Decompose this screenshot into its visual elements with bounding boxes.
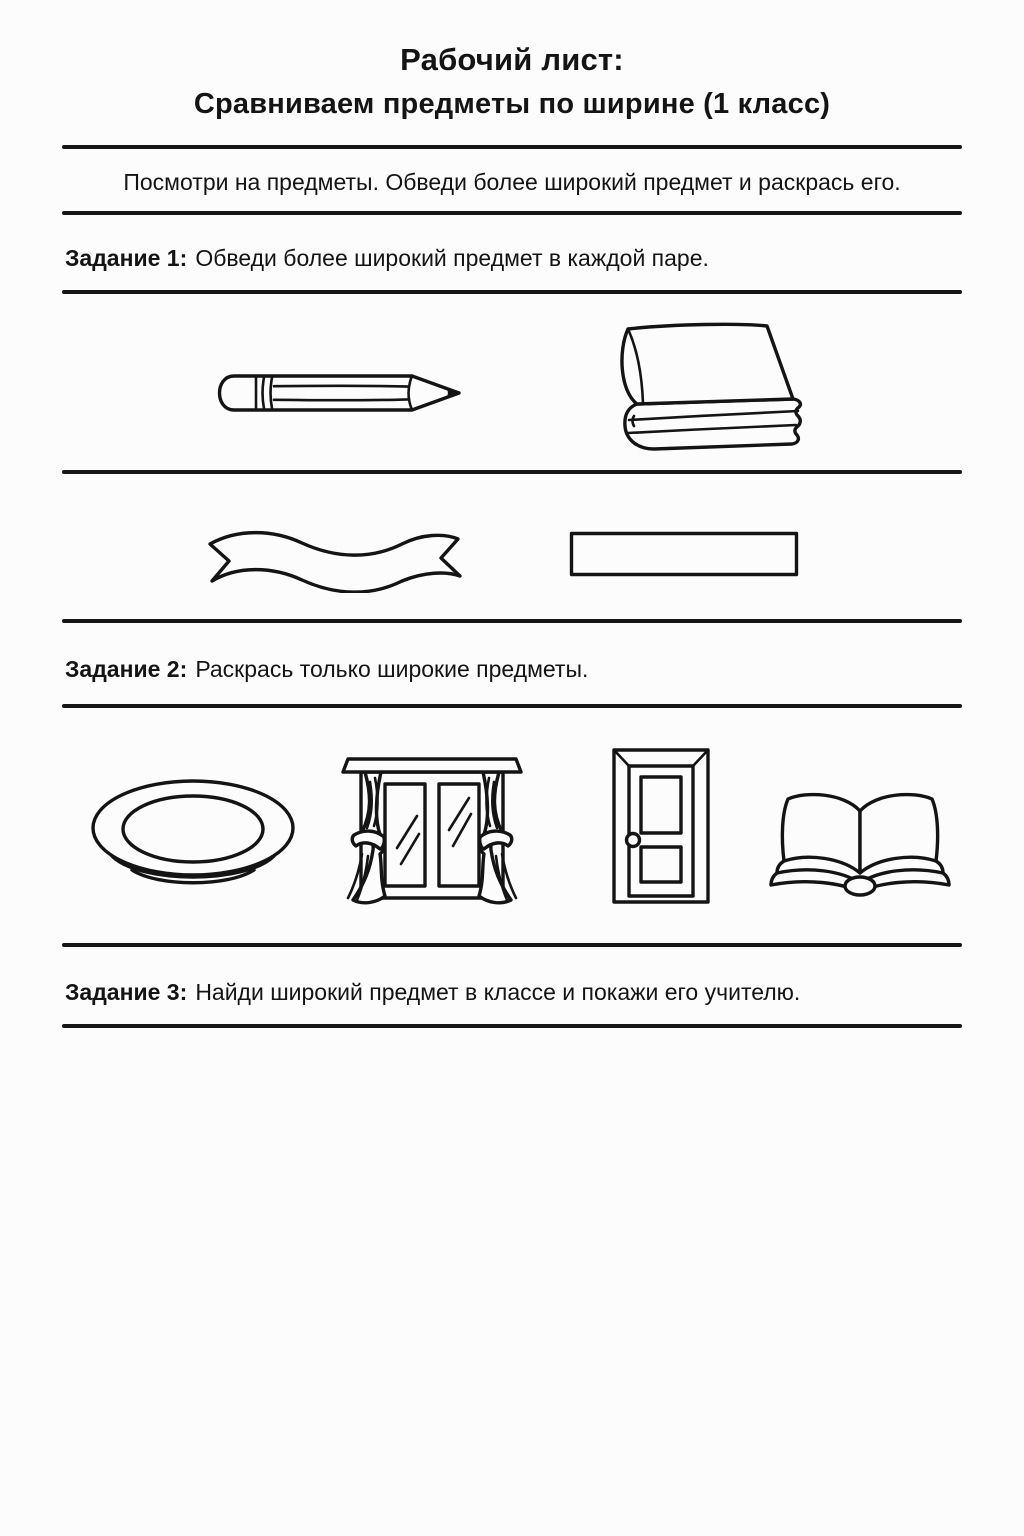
divider: [62, 943, 962, 947]
task1-line: [65, 245, 984, 272]
wavy-ribbon-drawing: [202, 527, 467, 593]
divider: [62, 619, 962, 623]
task3-text: Найди широкий предмет в классе и покажи его учителю.: [195, 979, 801, 1005]
task1-text: Обведи более широкий предмет в каждой паре.: [195, 245, 709, 271]
rectangle-figure: [569, 531, 799, 577]
wavy-ribbon-figure: [202, 527, 467, 593]
rectangle-drawing: [569, 531, 799, 577]
window-with-curtains-drawing: [341, 750, 523, 906]
window-figure: [341, 750, 523, 906]
closed-book-drawing: [612, 321, 807, 451]
divider: [62, 470, 962, 474]
door-drawing: [602, 744, 720, 908]
task3-label: Задание 3:: [65, 979, 188, 1005]
divider: [62, 704, 962, 708]
open-book-figure: [764, 785, 956, 899]
task2-line: [65, 656, 984, 683]
task3-line: [65, 979, 984, 1006]
plate-drawing: [88, 778, 298, 893]
page-title: Рабочий лист:: [400, 42, 624, 77]
task1-label: Задание 1:: [65, 245, 188, 271]
divider: [62, 145, 962, 149]
page-subtitle: Сравниваем предметы по ширине (1 класс): [193, 88, 831, 120]
divider: [62, 211, 962, 215]
open-book-drawing: [764, 785, 956, 899]
task2-label: Задание 2:: [65, 656, 188, 682]
worksheet-instruction: Посмотри на предметы. Обведи более широкий предмет и раскрась его.: [123, 169, 901, 195]
plate-figure: [88, 778, 298, 893]
divider: [62, 1024, 962, 1028]
closed-book-figure: [612, 321, 807, 451]
task2-text: Раскрась только широкие предметы.: [195, 656, 589, 682]
divider: [62, 290, 962, 294]
door-figure: [602, 744, 720, 908]
pencil-figure: [216, 373, 468, 413]
pencil-drawing: [216, 373, 468, 413]
